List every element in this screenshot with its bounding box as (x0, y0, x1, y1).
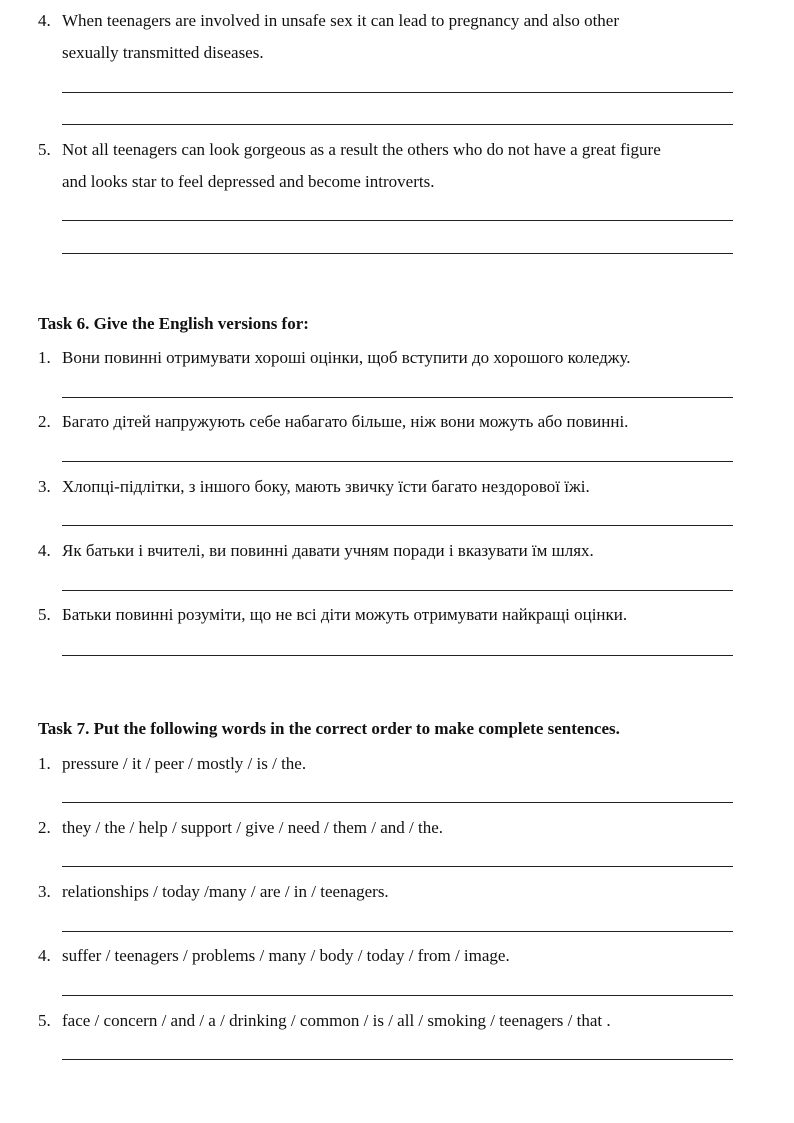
item-number: 1. (38, 348, 51, 367)
item-sentence-line: Not all teenagers can look gorgeous as a result the others who do not have a great figure (62, 140, 661, 159)
item-number: 3. (38, 477, 51, 496)
item-number: 5. (38, 1011, 51, 1030)
item-sentence: Хлопці-підлітки, з іншого боку, мають звичку їсти багато нездорової їжі. (62, 477, 590, 496)
answer-line[interactable] (62, 1059, 733, 1060)
item-sentence-line: When teenagers are involved in unsafe sex it can lead to pregnancy and also other (62, 11, 619, 30)
item-number: 1. (38, 754, 51, 773)
item-sentence-line: sexually transmitted diseases. (62, 43, 264, 62)
item-number: 5. (38, 605, 51, 624)
item-sentence: relationships / today /many / are / in / teenagers. (62, 882, 389, 901)
answer-line[interactable] (62, 802, 733, 803)
item-sentence: Вони повинні отримувати хороші оцінки, щоб вступити до хорошого коледжу. (62, 348, 631, 367)
answer-line[interactable] (62, 590, 733, 591)
item-sentence-line: and looks star to feel depressed and become introverts. (62, 172, 435, 191)
item-sentence: Багато дітей напружують себе набагато більше, ніж вони можуть або повинні. (62, 412, 629, 431)
item-number: 2. (38, 412, 51, 431)
item-sentence: face / concern / and / a / drinking / common / is / all / smoking / teenagers / that . (62, 1011, 611, 1030)
answer-line[interactable] (62, 253, 733, 254)
answer-line[interactable] (62, 220, 733, 221)
item-number: 4. (38, 11, 51, 30)
answer-line[interactable] (62, 995, 733, 996)
answer-line[interactable] (62, 461, 733, 462)
answer-line[interactable] (62, 397, 733, 398)
item-sentence: Батьки повинні розуміти, що не всі діти можуть отримувати найкращі оцінки. (62, 605, 628, 624)
answer-line[interactable] (62, 931, 733, 932)
item-sentence: suffer / teenagers / problems / many / body / today / from / image. (62, 946, 510, 965)
item-sentence: they / the / help / support / give / need / them / and / the. (62, 818, 444, 837)
answer-line[interactable] (62, 92, 733, 93)
task6-heading: Task 6. Give the English versions for: (38, 314, 309, 333)
item-number: 4. (38, 946, 51, 965)
item-sentence: Як батьки і вчителі, ви повинні давати учням поради і вказувати їм шлях. (62, 541, 594, 560)
answer-line[interactable] (62, 866, 733, 867)
item-number: 3. (38, 882, 51, 901)
task7-heading: Task 7. Put the following words in the correct order to make complete sentences. (38, 719, 620, 738)
answer-line[interactable] (62, 525, 733, 526)
answer-line[interactable] (62, 124, 733, 125)
answer-line[interactable] (62, 655, 733, 656)
item-number: 4. (38, 541, 51, 560)
item-number: 5. (38, 140, 51, 159)
item-sentence: pressure / it / peer / mostly / is / the. (62, 754, 307, 773)
item-number: 2. (38, 818, 51, 837)
